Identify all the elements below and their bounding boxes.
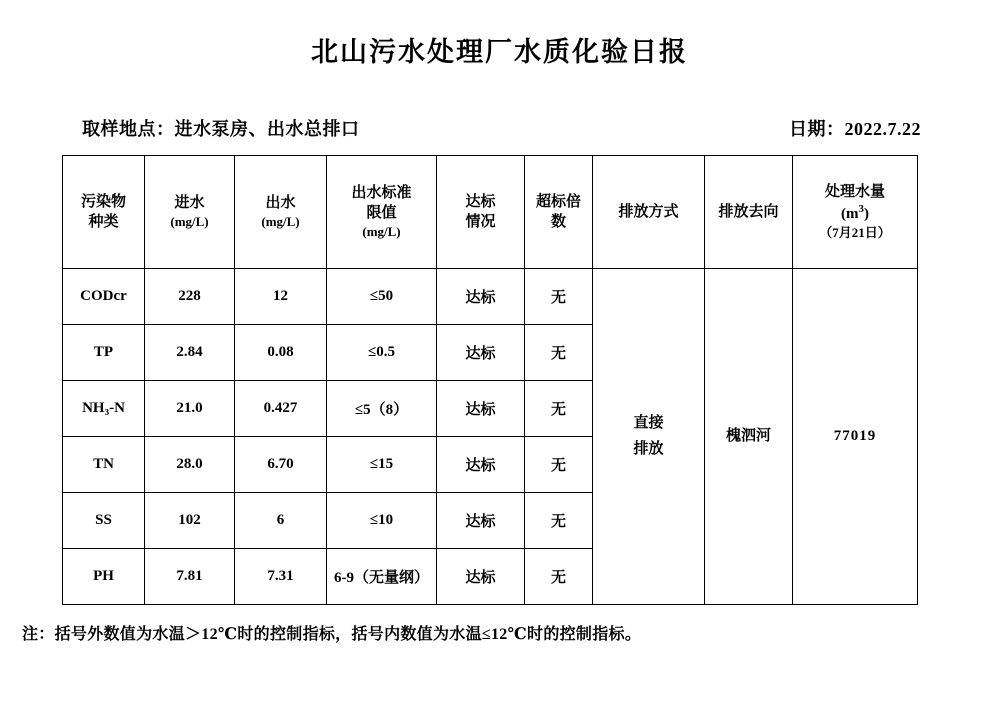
table-body <box>63 269 918 605</box>
cell-compliance: 达标 <box>437 549 525 605</box>
header-volume-line1: 处理水量 <box>824 183 885 200</box>
header-pollutant-line2: 种类 <box>88 214 119 230</box>
header-compliance <box>437 156 525 269</box>
header-pollutant-line1: 污染物 <box>80 193 126 210</box>
header-volume-line2: （7月21日） <box>819 225 891 241</box>
cell-pollutant: TN <box>63 437 145 493</box>
cell-pollutant: TP <box>63 325 145 381</box>
cell-exceed: 无 <box>525 381 593 437</box>
header-treated-volume <box>793 156 918 269</box>
cell-influent: 102 <box>145 493 235 549</box>
cell-standard: ≤5（8） <box>327 381 437 437</box>
header-exceed-multiple <box>525 156 593 269</box>
cell-standard: ≤10 <box>327 493 437 549</box>
table-head <box>63 156 918 269</box>
header-volume-unit-close: ) <box>863 206 869 223</box>
header-volume-unit-open: (m <box>841 206 859 223</box>
header-standard-unit: (mg/L) <box>362 224 401 240</box>
header-row <box>63 156 918 269</box>
cell-effluent: 7.31 <box>235 549 327 605</box>
discharge-method-line1: 直接 <box>633 415 664 431</box>
cell-compliance: 达标 <box>437 325 525 381</box>
water-quality-table <box>62 155 918 605</box>
cell-pollutant: CODcr <box>63 269 145 325</box>
cell-compliance: 达标 <box>437 269 525 325</box>
cell-influent: 228 <box>145 269 235 325</box>
cell-exceed: 无 <box>525 493 593 549</box>
cell-discharge-destination: 槐泗河 <box>705 269 793 605</box>
table-row <box>63 269 918 325</box>
header-influent <box>145 156 235 269</box>
header-effluent-line1: 出水 <box>265 195 296 212</box>
header-volume-unit <box>793 202 917 224</box>
cell-treated-volume: 77019 <box>793 269 918 605</box>
header-standard-line1: 出水标准 <box>351 184 412 201</box>
cell-standard: ≤50 <box>327 269 437 325</box>
cell-influent: 2.84 <box>145 325 235 381</box>
header-pollutant <box>63 156 145 269</box>
cell-standard: 6-9（无量纲） <box>327 549 437 605</box>
header-discharge-destination: 排放去向 <box>705 156 793 269</box>
header-discharge-method: 排放方式 <box>593 156 705 269</box>
header-standard-limit <box>327 156 437 269</box>
cell-exceed: 无 <box>525 437 593 493</box>
cell-influent: 7.81 <box>145 549 235 605</box>
cell-standard: ≤0.5 <box>327 325 437 381</box>
header-influent-unit: (mg/L) <box>170 214 209 230</box>
sampling-location: 取样地点：进水泵房、出水总排口 <box>82 119 360 139</box>
cell-influent: 28.0 <box>145 437 235 493</box>
header-standard-line2: 限值 <box>366 205 397 222</box>
header-exceed-line1: 超标倍 <box>535 193 581 210</box>
header-effluent-unit: (mg/L) <box>261 214 300 230</box>
header-volume-unit-exp: 3 <box>858 203 864 216</box>
cell-effluent: 6.70 <box>235 437 327 493</box>
page-title: 北山污水处理厂水质化验日报 <box>311 37 688 67</box>
header-influent-line1: 进水 <box>174 195 205 212</box>
header-compliance-line2: 情况 <box>465 214 496 230</box>
cell-exceed: 无 <box>525 325 593 381</box>
report-table-wrap <box>62 155 917 605</box>
cell-pollutant: PH <box>63 549 145 605</box>
cell-compliance: 达标 <box>437 437 525 493</box>
cell-exceed: 无 <box>525 269 593 325</box>
cell-pollutant: NH₃-N <box>63 381 145 437</box>
header-compliance-line1: 达标 <box>465 193 496 210</box>
cell-standard: ≤15 <box>327 437 437 493</box>
report-meta <box>82 115 921 141</box>
cell-pollutant: SS <box>63 493 145 549</box>
header-effluent <box>235 156 327 269</box>
cell-effluent: 0.427 <box>235 381 327 437</box>
cell-discharge-method <box>593 269 705 605</box>
cell-influent: 21.0 <box>145 381 235 437</box>
report-date: 日期：2022.7.22 <box>789 119 921 139</box>
report-page <box>0 30 999 727</box>
cell-effluent: 12 <box>235 269 327 325</box>
cell-compliance: 达标 <box>437 493 525 549</box>
cell-effluent: 6 <box>235 493 327 549</box>
cell-exceed: 无 <box>525 549 593 605</box>
cell-effluent: 0.08 <box>235 325 327 381</box>
cell-compliance: 达标 <box>437 381 525 437</box>
discharge-method-line2: 排放 <box>633 440 664 457</box>
footnote: 注：括号外数值为水温＞12℃时的控制指标，括号内数值为水温≤12℃时的控制指标。 <box>22 626 642 643</box>
header-exceed-line2: 数 <box>550 214 566 230</box>
